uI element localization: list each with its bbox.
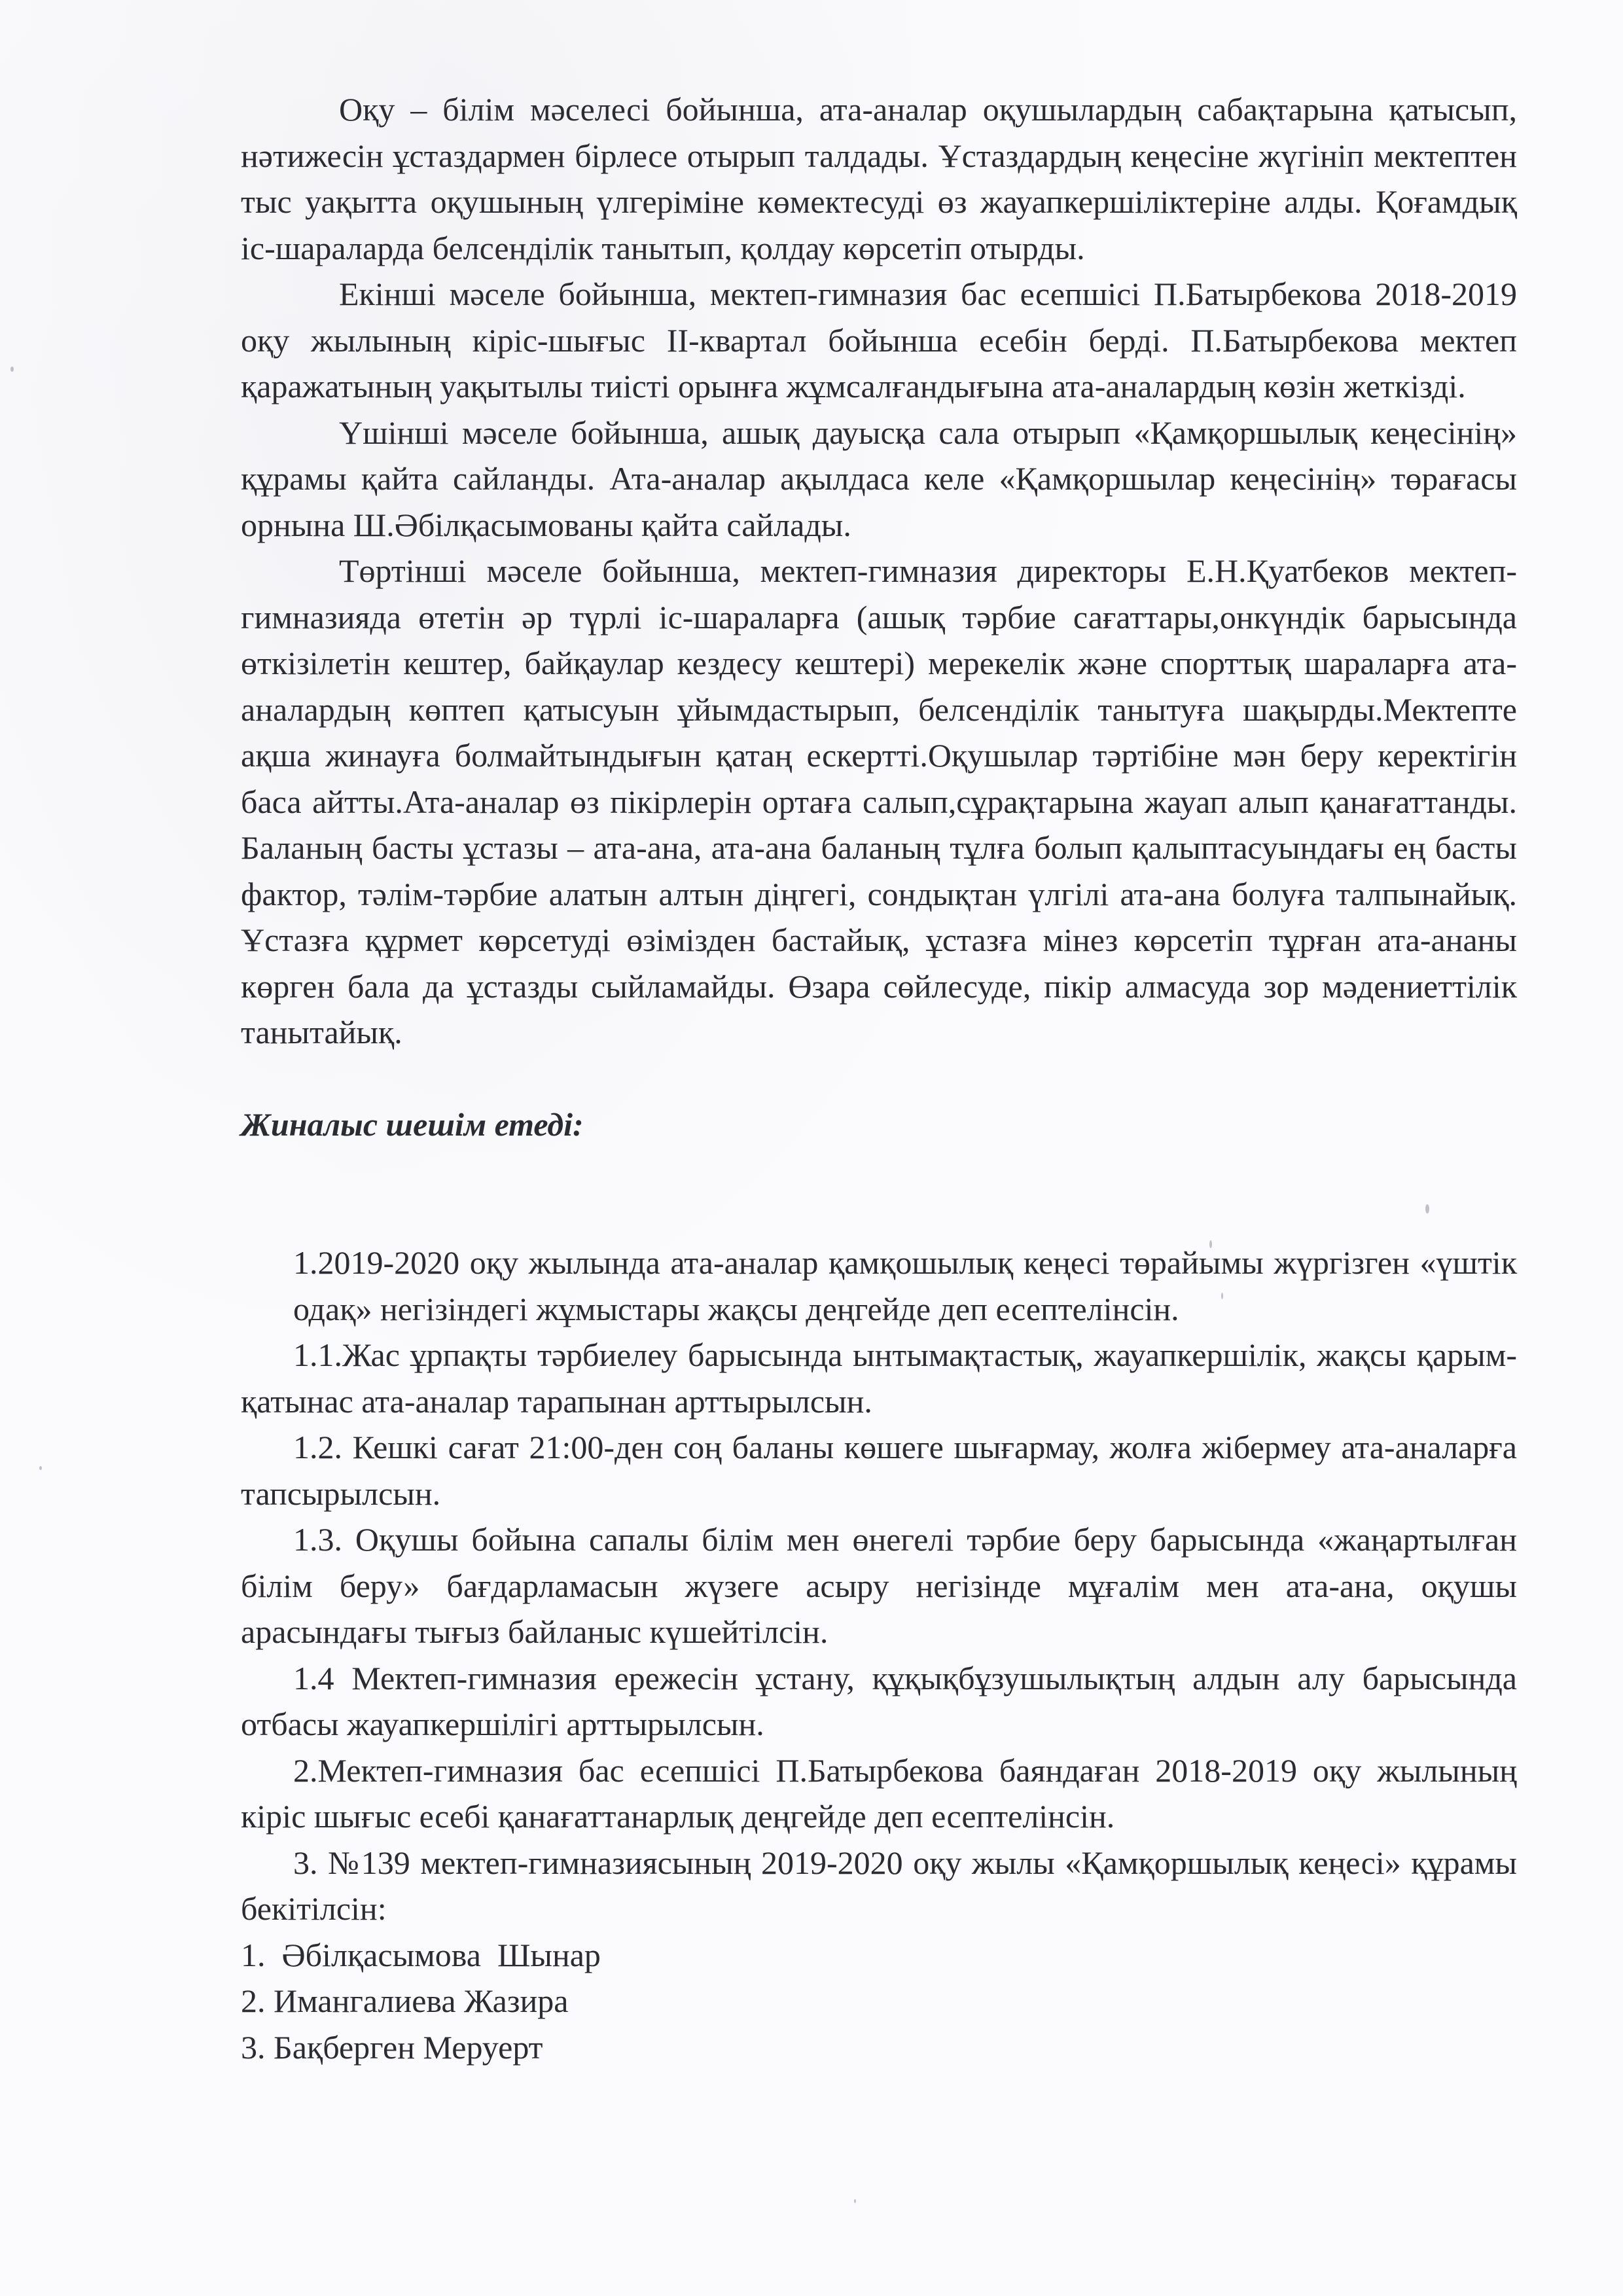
resolution-item-1: 1.2019-2020 оқу жылында ата-аналар қамқошылық кеңесі төрайымы жүргізген «үштік одақ» негізіндегі жұмыстары жақсы деңгейде деп есептелінсін. — [293, 1244, 1517, 1327]
resolution-item-1-2: 1.2. Кешкі сағат 21:00-ден соң баланы көшеге шығармау, жолға жібермеу ата-аналарға тапсырылсын. — [241, 1429, 1517, 1512]
paragraph-fourth-issue: Төртінші мәселе бойынша, мектеп-гимназия директоры Е.Н.Қуатбеков мектеп-гимназияда өтетін әр түрлі іс-шараларға (ашық тәрбие сағаттары,онкүндік барысында өткізілетін кештер, байқаулар кездесу кештері) мерекелік және спорттық шараларға ата-аналардың көптеп қатысуын ұйымдастырып, белсенділік танытуға шақырды.Мектепте ақша жинауға болмайтындығын қатаң ескертті.Оқушылар тәртібіне мән беру керектігін баса айтты.Ата-аналар өз пікірлерін ортаға салып,сұрақтарына жауап алып қанағаттанды. Баланың басты ұстазы – ата-ана, ата-ана баланың тұлға болып қалыптасуындағы ең басты фактор, тәлім-тәрбие алатын алтын діңгегі, сондықтан үлгілі ата-ана болуға талпынайық. Ұстазға құрмет көрсетуді өзімізден бастайық, ұстазға мінез көрсетіп тұрған ата-ананы көрген бала да ұстазды сыйламайды. Өзара сөйлесуде, пікір алмасуда зор мәдениеттілік танытайық. — [241, 552, 1517, 1050]
resolution-item-3: 3. №139 мектеп-гимназиясының 2019-2020 оқу жылы «Қамқоршылық кеңесі» құрамы бекітілсін: — [241, 1844, 1517, 1927]
resolution-item-1-3: 1.3. Оқушы бойына сапалы білім мен өнегелі тәрбие беру барысында «жаңартылған білім беру» бағдарламасын жүзеге асыру негізінде мұғалім мен ата-ана, оқушы арасындағы тығыз байланыс күшейтілсін. — [241, 1521, 1517, 1650]
scan-speck — [39, 1466, 42, 1470]
resolution-item-2: 2.Мектеп-гимназия бас есепшісі П.Батырбекова баяндаған 2018-2019 оқу жылының кіріс шығыс есебі қанағаттанарлық деңгейде деп есептелінсін. — [241, 1751, 1517, 1835]
paragraph-second-issue: Екінші мәселе бойынша, мектеп-гимназия бас есепшісі П.Батырбекова 2018-2019 оқу жылының кіріс-шығыс ІІ-квартал бойынша есебін берді. П.Батырбекова мектеп қаражатының уақытылы тиісті орынға жұмсалғандығына ата-аналардың көзін жеткізді. — [241, 276, 1517, 404]
council-member: 2. Имангалиева Жазира — [241, 1982, 569, 2019]
paragraph-education-issue: Оқу – білім мәселесі бойынша, ата-аналар оқушылардың сабақтарына қатысып, нәтижесін ұстаздармен бірлесе отырып талдады. Ұстаздардың кеңесіне жүгініп мектептен тыс уақытта оқушының үлгеріміне көмектесуді өз жауапкершіліктеріне алды. Қоғамдық іс-шараларда белсенділік танытып, қолдау көрсетіп отырды. — [241, 91, 1517, 266]
council-member: 1. Әбілқасымова Шынар — [241, 1936, 601, 1973]
resolution-heading: Жиналыс шешім етеді: — [241, 1105, 584, 1143]
council-member: 3. Бақберген Меруерт — [241, 2028, 543, 2066]
resolution-item-1-4: 1.4 Мектеп-гимназия ережесін ұстану, құқықбұзушылықтың алдын алу барысында отбасы жауапкершілігі арттырылсын. — [241, 1659, 1517, 1742]
document-body — [241, 86, 1517, 2070]
spacer — [241, 1147, 1517, 1240]
scan-speck — [10, 367, 14, 372]
resolution-item-1-1: 1.1.Жас ұрпақты тәрбиелеу барысында ынтымақтастық, жауапкершілік, жақсы қарым-қатынас ата-аналар тарапынан арттырылсын. — [241, 1336, 1517, 1420]
resolution-list — [241, 1240, 1517, 1932]
scan-speck — [854, 2199, 856, 2203]
council-member-list — [241, 1932, 1517, 2071]
paragraph-third-issue: Үшінші мәселе бойынша, ашық дауысқа сала отырып «Қамқоршылық кеңесінің» құрамы қайта сайланды. Ата-аналар ақылдаса келе «Қамқоршылар кеңесінің» төрағасы орнына Ш.Әбілқасымованы қайта сайлады. — [241, 414, 1517, 543]
